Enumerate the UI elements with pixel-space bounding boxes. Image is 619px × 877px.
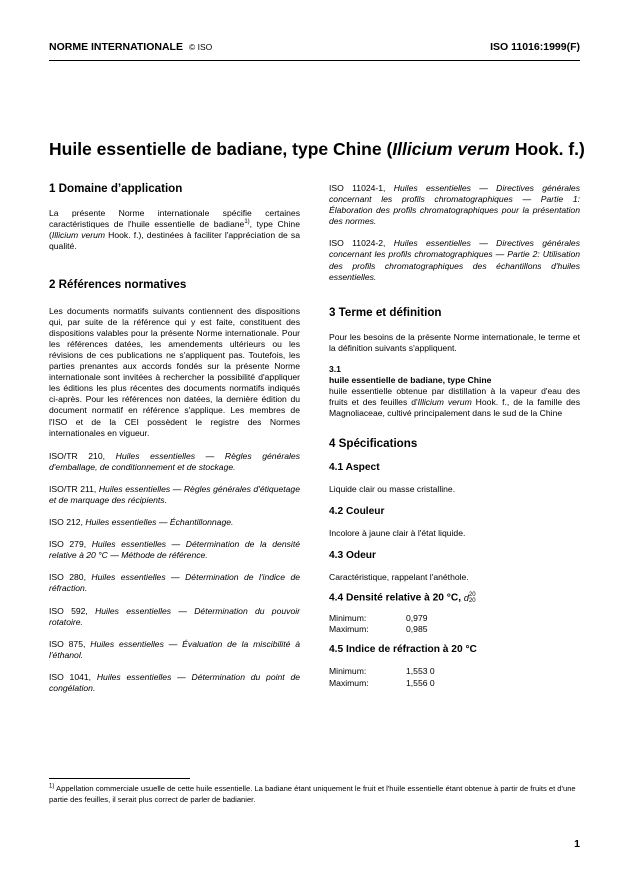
reference-entry	[49, 606, 300, 628]
densite-max-value: 0,985	[406, 624, 428, 635]
reference-title: Huiles essentielles — Détermination du point de congélation.	[49, 671, 301, 693]
footnote-reference[interactable]: 1)	[244, 219, 250, 226]
refraction-max-value: 1,556 0	[406, 677, 435, 688]
reference-code: ISO 592,	[49, 605, 88, 616]
odeur-text: Caractéristique, rappelant l'anéthole.	[329, 572, 469, 583]
aspect-text: Liquide clair ou masse cristalline.	[329, 483, 456, 494]
densite-sup: 20	[468, 592, 476, 599]
reference-title: Huiles essentielles — Évaluation de la miscibilité à l'éthanol.	[49, 638, 301, 660]
s1-text-a: La présente Norme internationale spécifie certaines caractéristiques de l'huile essentielle de badiane	[49, 208, 300, 230]
reference-title: Huiles essentielles — Détermination de la densité relative à 20 °C — Méthode de référence.	[49, 539, 300, 561]
references-list-right	[329, 183, 580, 283]
densite-sub: 20	[468, 598, 476, 605]
densite-symbol	[464, 593, 476, 603]
references-list-left	[49, 451, 300, 694]
def-species: Illicium verum	[417, 397, 472, 408]
def-text-b: Hook. f., de la famille des Magnoliaceae, cultivé principalement dans le sud de la Chine	[329, 397, 581, 419]
refraction-min-label: Minimum:	[329, 666, 367, 677]
densite-min-row	[329, 613, 580, 624]
document-title	[49, 139, 609, 160]
reference-code: ISO 1041,	[49, 671, 92, 682]
header-rule	[49, 60, 580, 61]
reference-code: ISO 280,	[49, 572, 86, 583]
reference-title: Huiles essentielles — Directives générales concernant les profils chromatographiques — Partie 2: Utilisation des profils chromatographiques des échantillons d'huiles essentielles.	[329, 238, 580, 282]
refraction-max-row	[329, 678, 580, 689]
section-4-heading: 4 Spécifications	[329, 436, 418, 450]
reference-entry	[49, 539, 300, 561]
reference-title: Huiles essentielles — Détermination du pouvoir rotatoire.	[49, 605, 300, 627]
page-number: 1	[574, 838, 580, 850]
densite-min-value: 0,979	[406, 613, 428, 624]
term-name: huile essentielle de badiane, type Chine	[329, 375, 492, 386]
refraction-heading: 4.5 Indice de réfraction à 20 °C	[329, 644, 477, 656]
reference-code: ISO/TR 210,	[49, 450, 105, 461]
s1-text-b: , type Chine (	[49, 219, 300, 241]
reference-code: ISO 279,	[49, 539, 87, 550]
reference-entry	[49, 572, 300, 594]
aspect-heading: 4.1 Aspect	[329, 461, 380, 473]
section-1-heading: 1 Domaine d’application	[49, 182, 183, 195]
reference-title: Huiles essentielles — Échantillonnage.	[85, 517, 234, 528]
section-3-heading: 3 Terme et définition	[329, 305, 442, 319]
page-header	[49, 41, 580, 61]
footnote-mark: 1)	[49, 783, 55, 790]
title-author: Hook. f.)	[509, 139, 585, 159]
reference-code: ISO 11024-2,	[329, 238, 386, 249]
refraction-min-value: 1,553 0	[406, 666, 435, 677]
reference-code: ISO 11024-1,	[329, 183, 386, 193]
densite-heading	[329, 592, 580, 604]
densite-sym: d	[463, 592, 469, 603]
refraction-min-row	[329, 666, 580, 677]
couleur-heading: 4.2 Couleur	[329, 505, 385, 517]
densite-heading-text: 4.4 Densité relative à 20 °C,	[329, 592, 462, 604]
refraction-max-label: Maximum:	[329, 677, 369, 688]
def-text-a: huile essentielle obtenue par distillation à la vapeur d'eau des fruits et des feuilles d'	[329, 386, 580, 408]
section-3-intro: Pour les besoins de la présente Norme internationale, le terme et la définition suivants s'appliquent.	[329, 331, 580, 353]
odeur-heading: 4.3 Odeur	[329, 549, 376, 561]
couleur-text: Incolore à jaune clair à l'état liquide.	[329, 527, 466, 538]
reference-entry	[329, 238, 580, 282]
reference-entry	[329, 183, 580, 227]
reference-entry	[49, 639, 300, 661]
left-column	[49, 183, 300, 694]
reference-title: Huiles essentielles — Directives générales concernant les profils chromatographiques — Partie 1: Élaboration des profils chromatographiques pour la présentation des normes.	[329, 183, 580, 227]
reference-title: Huiles essentielles — Règles générales d'emballage, de conditionnement et de stockage.	[49, 450, 300, 472]
reference-title: Huiles essentielles — Détermination de l'indice de réfraction.	[49, 572, 300, 594]
reference-code: ISO 212,	[49, 517, 83, 528]
reference-title: Huiles essentielles — Règles générales d'étiquetage et de marquage des récipients.	[49, 483, 300, 505]
section-2-intro: Les documents normatifs suivants contiennent des dispositions qui, par suite de la référence qui y est faite, constituent des dispositions valables pour la présente Norme internationale. Pour les références datées, les amendements ultérieurs ou les révisions de ces publications ne s'appliquent pas. Toutefois, les parties prenantes aux accords fondés sur la présente Norme internationale sont invitées à rechercher la possibilité d'appliquer les éditions les plus récentes des documents normatifs indiqués ci-après. Pour les références non datées, la dernière édition du document normatif en référence s'applique. Les membres de l'ISO et de la CEI possèdent le registre des Normes internationales en vigueur.	[49, 305, 300, 438]
densite-max-label: Maximum:	[329, 624, 369, 635]
header-left	[49, 41, 212, 53]
title-text: Huile essentielle de badiane, type Chine (	[49, 139, 393, 159]
reference-code: ISO/TR 211,	[49, 483, 97, 494]
header-standard-type: NORME INTERNATIONALE	[49, 41, 183, 53]
section-2-heading: 2 Références normatives	[49, 278, 187, 292]
title-species: Illicium verum	[392, 139, 510, 159]
reference-entry	[49, 484, 300, 506]
densite-min-label: Minimum:	[329, 613, 367, 624]
densite-max-row	[329, 624, 580, 635]
header-standard-number: ISO 11016:1999(F)	[490, 41, 580, 53]
reference-entry	[49, 517, 300, 528]
reference-entry	[49, 451, 300, 473]
section-1-text	[49, 208, 300, 252]
footnote-rule	[49, 778, 190, 779]
footnote	[49, 784, 580, 805]
s1-text-c: Hook. f.), destinées à faciliter l'appréciation de sa qualité.	[49, 230, 300, 252]
s1-species: Illicium verum	[51, 230, 106, 241]
right-column	[329, 183, 580, 689]
term-definition	[329, 386, 580, 419]
footnote-text: Appellation commerciale usuelle de cette huile essentielle. La badiane étant uniquement le fruit et l'huile essentielle étant obtenue à partir de fruits et d'une partie des feuilles, il serait plus correct de parler de badianier.	[49, 784, 576, 804]
header-copyright: © ISO	[188, 42, 213, 52]
reference-entry	[49, 672, 300, 694]
term-number: 3.1	[329, 364, 341, 375]
reference-code: ISO 875,	[49, 638, 86, 649]
